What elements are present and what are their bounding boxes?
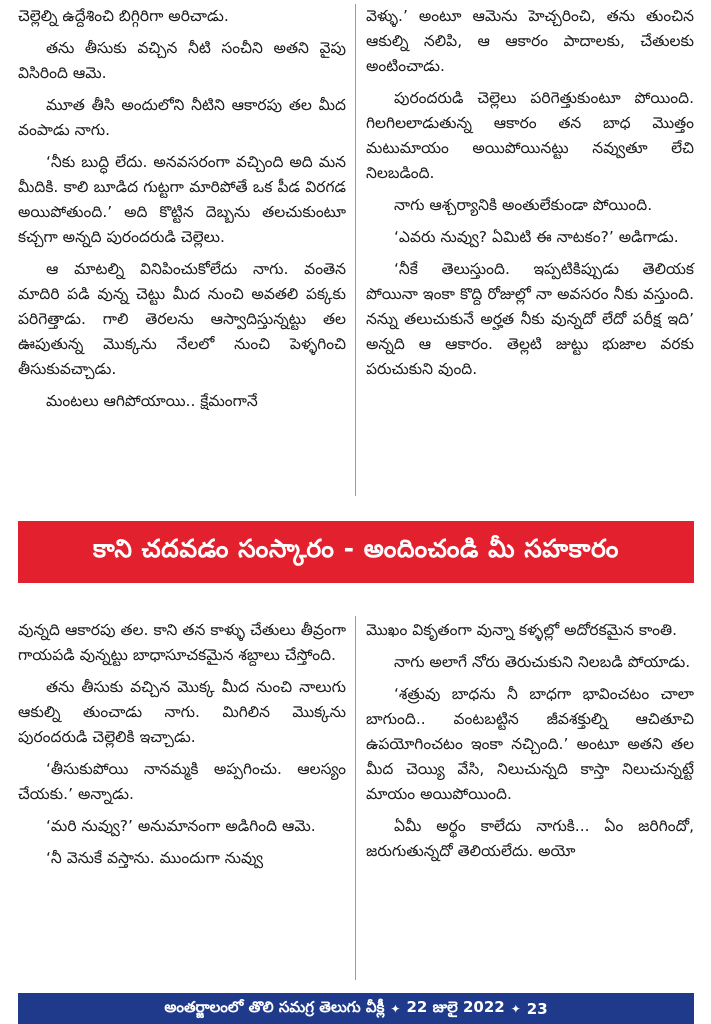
- paragraph: నాగు ఆశ్చర్యానికి అంతులేకుండా పోయింది.: [394, 196, 653, 214]
- paragraph: మూత తీసి అందులోని నీటిని ఆకారపు తల మీద వంపాడు నాగు.: [18, 96, 346, 139]
- paragraph: ‘నీకు బుద్ధి లేదు. అనవసరంగా వచ్చింది అది మన మీదికి. కాలి బూడిద గుట్టగా మారిపోతే ఒక పీడ విరగడ అయిపోతుంది.’ అది కొట్టిన దెబ్బను తలచుకుంటూ కచ్చగా అన్నది పురందరుడి చెల్లెలు.: [18, 153, 346, 246]
- footer-tagline: అంతర్జాలంలో తొలి సమగ్ర తెలుగు వీక్లీ: [164, 997, 385, 1016]
- story-column-top-right: [366, 4, 694, 389]
- paragraph: ‘తీసుకుపోయి నానమ్మకి అప్పగించు. ఆలస్యం చేయకు.’ అన్నాడు.: [18, 760, 346, 803]
- paragraph: మొఖం వికృతంగా వున్నా కళ్ళల్లో అదోరకమైన కాంతి.: [366, 621, 678, 639]
- paragraph: ఆ మాటల్ని వినిపించుకోలేదు నాగు. వంతెన మాదిరి పడి వున్న చెట్టు మీద నుంచి అవతలి పక్కకు పరిగెత్తాడు. గాలి తెరలను ఆస్వాదిస్తున్నట్టు తల ఊపుతున్న మొక్కను నేలలో నుంచి పెళ్ళగించి తీసుకువచ్చాడు.: [18, 260, 346, 378]
- banner-text: కాని చదవడం సంస్కారం - అందించండి మీ సహకారం: [93, 534, 619, 563]
- paragraph: చెల్లెల్ని ఉద్దేశించి బిగ్గిరిగా అరిచాడు.: [18, 7, 229, 25]
- paragraph: మంటలు ఆగిపోయాయి.. క్షేమంగానే: [46, 392, 258, 410]
- paragraph: ఏమీ అర్థం కాలేదు నాగుకి... ఏం జరిగిందో, జరుగుతున్నదో తెలియలేదు. అయో: [366, 817, 694, 860]
- paragraph: ‘మరి నువ్వు?’ అనుమానంగా అడిగింది ఆమె.: [46, 817, 316, 835]
- paragraph: ‘ఎవరు నువ్వు? ఏమిటి ఈ నాటకం?’ అడిగాడు.: [394, 228, 679, 246]
- paragraph: ‘శత్రువు బాధను నీ బాధగా భావించటం చాలా బాగుంది.. వంటబట్టిన జీవశక్తుల్ని ఆచితూచి ఉపయోగించటం ఇంకా నచ్చింది.’ అంటూ అతని తల మీద చెయ్యి వేసి, నిలుచున్నది కాస్తా నిలుచున్నట్టే మాయం అయిపోయింది.: [366, 685, 694, 803]
- star-icon: ✦: [510, 1001, 521, 1016]
- page-footer: [18, 993, 694, 1024]
- story-column-top-left: [18, 4, 346, 421]
- paragraph: వున్నది ఆకారపు తల. కాని తన కాళ్ళు చేతులు తీవ్రంగా గాయపడి వున్నట్టు బాధాసూచకమైన శబ్దాలు చేస్తోంది.: [18, 621, 346, 664]
- paragraph: ‘నీ వెనుకే వస్తాను. ముందుగా నువ్వు: [46, 849, 264, 867]
- story-column-bottom-right: [366, 618, 694, 871]
- page-number: 23: [526, 999, 548, 1018]
- paragraph: తను తీసుకు వచ్చిన నీటి సంచీని అతని వైపు విసిరింది ఆమె.: [18, 39, 346, 82]
- column-divider: [355, 4, 356, 496]
- paragraph: తను తీసుకు వచ్చిన మొక్క మీద నుంచి నాలుగు ఆకుల్ని తుంచాడు నాగు. మిగిలిన మొక్కను పురందరుడి చెల్లెలికి ఇచ్చాడు.: [18, 678, 346, 746]
- footer-date: 22 జులై 2022: [406, 997, 505, 1016]
- paragraph: ‘నీకే తెలుస్తుంది. ఇప్పటికిప్పుడు తెలియక పోయినా ఇంకా కొద్ది రోజుల్లో నా అవసరం నీకు వస్తుంది. నన్ను తలుచుకునే అర్హత నీకు వున్నదో లేదో పరీక్ష ఇది’ అన్నది ఆ ఆకారం. తెల్లటి జుట్టు భుజాల వరకు పరుచుకుని వుంది.: [366, 260, 694, 378]
- paragraph: పురందరుడి చెల్లెలు పరిగెత్తుకుంటూ పోయింది. గిలగిలలాడుతున్న ఆకారం తన బాధ మొత్తం మటుమాయం అయిపోయినట్టు నవ్వుతూ లేచి నిలబడింది.: [366, 89, 694, 182]
- star-icon: ✦: [390, 1001, 401, 1016]
- story-column-bottom-left: [18, 618, 346, 878]
- paragraph: నాగు అలాగే నోరు తెరుచుకుని నిలబడి పోయాడు.: [394, 653, 691, 671]
- paragraph: వెళ్ళు.’ అంటూ ఆమెను హెచ్చరించి, తను తుంచిన ఆకుల్ని నలిపి, ఆ ఆకారం పాదాలకు, చేతులకు అంటించాడు.: [366, 7, 694, 75]
- reading-appeal-banner: [18, 521, 694, 583]
- column-divider: [355, 616, 356, 980]
